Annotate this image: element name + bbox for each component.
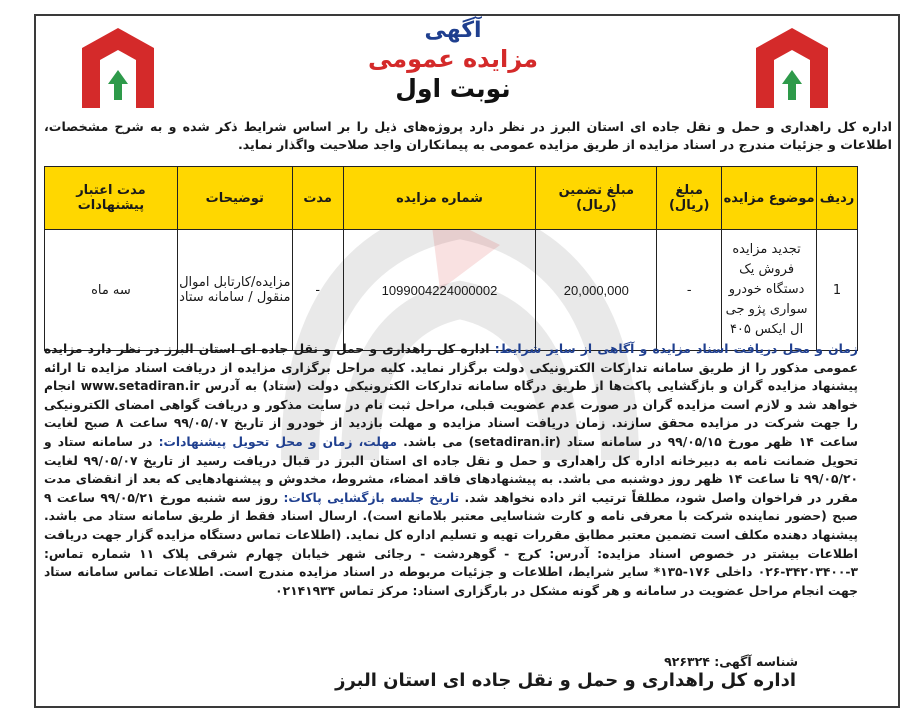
- header-subject: موضوع مزایده: [722, 167, 817, 230]
- title-announcement: آگهی: [424, 18, 482, 43]
- cell-amount: -: [657, 230, 722, 351]
- header-duration: مدت: [292, 167, 343, 230]
- cell-auction-number: 1099004224000002: [343, 230, 536, 351]
- header-validity: مدت اعتبار پیشنهادات: [45, 167, 178, 230]
- title-first-round: نوبت اول: [395, 74, 511, 103]
- rmto-logo-right: [746, 22, 838, 114]
- rmto-logo-left: [72, 22, 164, 114]
- cell-description: مزایده/کارتابل اموال منقول / سامانه ستاد: [177, 230, 292, 351]
- heading-documents: زمان و محل دریافت اسناد مزایده و آگاهی از سایر شرایط:: [494, 342, 858, 356]
- auction-table: [44, 166, 858, 351]
- cell-subject: تجدید مزایده فروش یک دستگاه خودرو سواری پژو جی ال ایکس ۴۰۵: [722, 230, 817, 351]
- footer-organization: اداره کل راهداری و حمل و نقل جاده ای استان البرز: [335, 670, 796, 691]
- notice-id: شناسه آگهی: ۹۲۶۳۲۴: [664, 654, 798, 669]
- intro-paragraph: اداره کل راهداری و حمل و نقل جاده ای استان البرز در نظر دارد پروژه‌های ذیل را بر اساس شرایط ذکر شده و به شرح مشخصات، اطلاعات و جزئیات مندرج در اسناد مزایده از طریق مزایده عمومی به پیمانکاران واجد صلاحیت واگذار نماید.: [44, 119, 892, 152]
- heading-submission: مهلت، زمان و محل تحویل پیشنهادات:: [158, 434, 398, 449]
- paragraph-submission: در سامانه ستاد و تحویل ضمانت نامه به دبیرخانه اداره کل راهداری و حمل و نقل جاده ای استان البرز در قبال دریافت رسید از تاریخ ۹۹/۰۵/۰۷ لغایت ۹۹/۰۵/۲۰ تا ساعت ۱۴ ظهر روز دوشنبه می باشد. به پیشنهادهای فاقد امضاء، مشروط، مخدوش و پیشنهادهایی که بعد از انقضای مدت مقرر در فراخوان واصل شود، مطلقاً ترتیب اثر داده نخواهد شد.: [44, 434, 859, 505]
- paragraph-opening: روز سه شنبه مورخ ۹۹/۰۵/۲۱ ساعت ۹ صبح (حضور نماینده شرکت با معرفی نامه و کارت شناسایی معتبر بلامانع است). ارسال اسناد فقط از طریق سامانه ستاد می باشد. پیشنهاد دهنده مکلف است تضمین معتبر مطابق مقررات تهیه و تسلیم اداره کل نماید. (اطلاعات تماس دستگاه مزایده گزار جهت دریافت اطلاعات بیشتر در خصوص اسناد مزایده: آدرس: کرج - گوهردشت - رجائی شهر خیابان چهارم شرقی پلاک ۱۱ شماره تماس: ۳-۳۴۲۰۳۴۰۰-۰۲۶ داخلی ۱۷۶-۱۳۵* سایر شرایط، اطلاعات و جزئیات مربوطه در اسناد مزایده مندرج است. اطلاعات تماس سامانه ستاد جهت انجام مراحل عضویت در سامانه و هر گونه مشکل در بارگزاری اسناد: مرکز تماس ۰۲۱۴۱۹۳۴: [44, 490, 858, 598]
- header-amount: مبلغ (ریال): [657, 167, 722, 230]
- cell-guarantee: 20,000,000: [536, 230, 657, 351]
- table-row: [45, 230, 858, 351]
- table-header-row: [45, 167, 858, 230]
- title-public-auction: مزایده عمومی: [367, 45, 539, 73]
- header-guarantee: مبلغ تضمین (ریال): [536, 167, 657, 230]
- header-auction-number: شماره مزایده: [343, 167, 536, 230]
- header-description: توضیحات: [177, 167, 292, 230]
- conditions-text: [44, 340, 858, 600]
- title-block: [330, 18, 576, 104]
- cell-duration: -: [292, 230, 343, 351]
- paragraph-documents: اداره کل راهداری و حمل و نقل جاده ای استان البرز در نظر دارد مزایده عمومی مذکور را از طریق سامانه تدارکات الکترونیکی دولت برگزار نماید. کلیه مراحل برگزاری مزایده از دریافت اسناد مزایده تا ارائه پیشنهاد مزایده گران و بازگشایی پاکت‌ها از طریق درگاه سامانه تدارکات الکترونیکی دولت (ستاد) به آدرس www.setadiran.ir انجام خواهد شد و لازم است مزایده گران در صورت عدم عضویت قبلی، مراحل ثبت نام در سایت مذکور و دریافت گواهی امضای الکترونیکی را جهت شرکت در مزایده محقق سازند. زمان دریافت اسناد مزایده و مهلت بازدید از خودرو از تاریخ ۹۹/۰۵/۰۷ ساعت ۸ صبح لغایت ساعت ۱۴ ظهر مورخ ۹۹/۰۵/۱۵ در سامانه ستاد (setadiran.ir) می باشد.: [44, 342, 858, 449]
- heading-opening: تاریخ جلسه بازگشایی پاکات:: [283, 490, 460, 505]
- cell-row-number: 1: [817, 230, 858, 351]
- cell-validity: سه ماه: [45, 230, 178, 351]
- header-row-number: ردیف: [817, 167, 858, 230]
